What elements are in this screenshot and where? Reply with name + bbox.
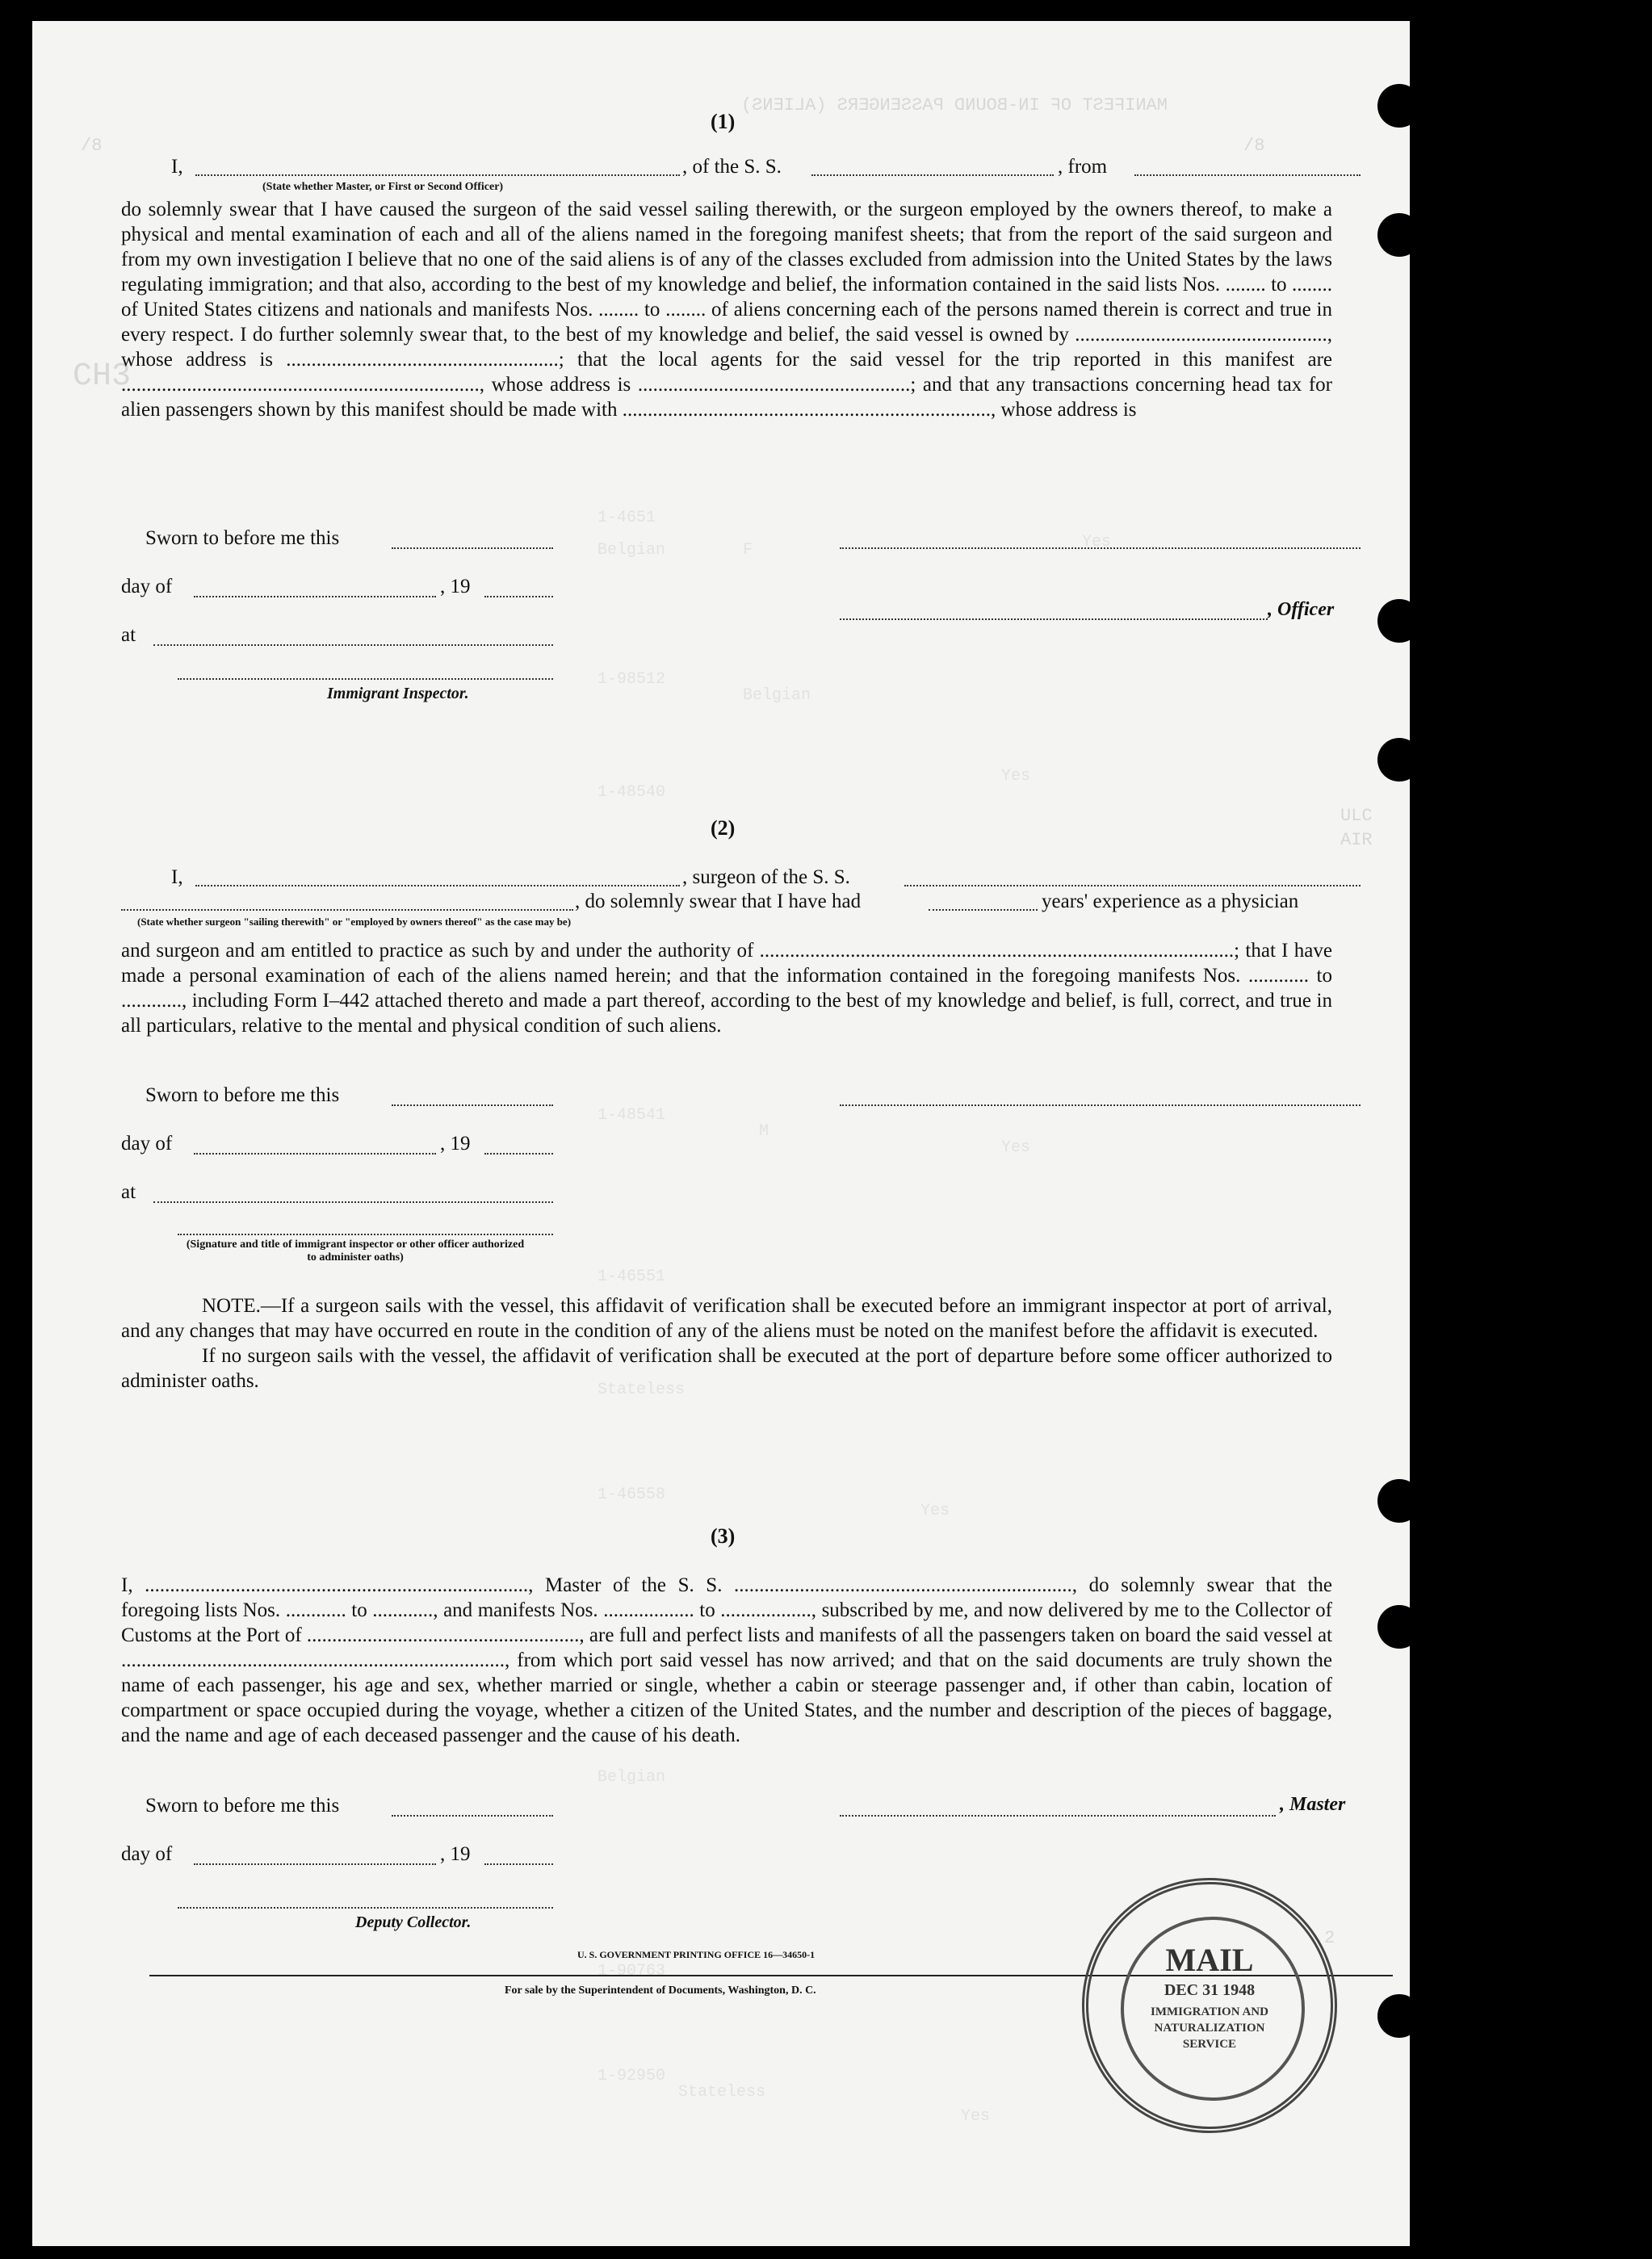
- svg-text:Belgian: Belgian: [597, 1768, 666, 1787]
- s3-collector-label: Deputy Collector.: [355, 1913, 472, 1931]
- s2-year-label: , 19: [440, 1133, 471, 1155]
- binder-hole: [1411, 1962, 1455, 2005]
- s3-year-blank: [484, 1863, 553, 1865]
- stamp-line-2: NATURALIZATION: [1154, 2022, 1265, 2035]
- s2-line1-i: I,: [171, 866, 183, 888]
- s1-year-label: , 19: [440, 576, 471, 597]
- s2-name-blank: [195, 885, 680, 886]
- svg-text:1-4651: 1-4651: [597, 509, 656, 527]
- s2-status-blank: [121, 909, 573, 911]
- s2-at-blank: [153, 1201, 553, 1203]
- binder-hole: [1411, 247, 1455, 291]
- binder-hole: [1377, 213, 1421, 257]
- s2-year-blank: [484, 1153, 553, 1155]
- s2-paragraph-text: and surgeon and am entitled to practice as such by and under the authority of ..............................................................................................; that I have made a personal examination of each of the aliens named herein; and that the information contained in the foregoing manifests Nos. ............ to ............, including Form I–442 attached thereto and made a part thereof, according to the best of my knowledge and belief, is full, correct, and true in all particulars, relative to the mental and physical condition of such aliens.: [121, 940, 1332, 1037]
- section-2-heading: (2): [711, 816, 736, 840]
- binder-hole: [1377, 738, 1421, 782]
- note-no-surgeon: If no surgeon sails with the vessel, the affidavit of verification shall be executed at the port of departure before some officer authorized to administer oaths.: [121, 1345, 1332, 1392]
- svg-text:CH3: CH3: [73, 358, 132, 395]
- s1-year-blank: [484, 596, 553, 597]
- s3-master-sig-blank: [840, 1815, 1276, 1817]
- binder-hole: [1377, 1479, 1421, 1523]
- s1-inspector-label: Immigrant Inspector.: [327, 685, 469, 702]
- s1-from-blank: [1134, 174, 1361, 176]
- s1-officer-label: , Officer: [1268, 599, 1335, 620]
- s2-day-blank: [194, 1153, 436, 1155]
- svg-text:Yes: Yes: [1082, 533, 1112, 551]
- s2-sig-blank: [840, 1104, 1361, 1106]
- s3-master-label: , Master: [1280, 1794, 1346, 1815]
- svg-text:Belgian: Belgian: [597, 541, 666, 560]
- s1-day-label: day of: [121, 576, 173, 597]
- s1-title-blank: [195, 174, 680, 176]
- s1-officer-sig-blank: [840, 618, 1268, 620]
- s2-years-blank: [929, 909, 1038, 911]
- s1-sworn-label: Sworn to before me this: [145, 527, 340, 549]
- for-sale-line: For sale by the Superintendent of Documents, Washington, D. C.: [505, 1984, 816, 1997]
- stamp-line-3: SERVICE: [1182, 2038, 1237, 2051]
- s3-sworn-blank: [392, 1815, 553, 1817]
- svg-text:2: 2: [1324, 1928, 1335, 1948]
- note-surgeon-sails: NOTE.—If a surgeon sails with the vessel, this affidavit of verification shall be executed before an immigrant inspector at port of arrival, and any changes that may have occurred en route in the condition of any of the aliens must be noted on the manifest before the affidavit is executed.: [121, 1295, 1332, 1342]
- s2-line1-surgeon: , surgeon of the S. S.: [682, 866, 850, 888]
- s1-officer-sig-blank-1: [840, 547, 1361, 549]
- svg-text:Yes: Yes: [961, 2107, 991, 2126]
- binder-hole: [1377, 1994, 1421, 2038]
- svg-text:Belgian: Belgian: [743, 686, 811, 705]
- svg-text:M: M: [759, 1122, 769, 1141]
- s3-day-blank: [194, 1863, 436, 1865]
- s2-line2-years: years' experience as a physician: [1042, 891, 1299, 912]
- svg-text:/8: /8: [1243, 136, 1265, 156]
- svg-text:Stateless: Stateless: [597, 1381, 686, 1399]
- s2-day-label: day of: [121, 1133, 173, 1155]
- s1-title-note: (State whether Master, or First or Second Officer): [262, 181, 504, 193]
- stamp-line-1: IMMIGRATION AND: [1151, 2005, 1268, 2018]
- svg-text:1-46558: 1-46558: [597, 1486, 666, 1504]
- s3-sworn-label: Sworn to before me this: [145, 1795, 340, 1817]
- svg-text:/8: /8: [81, 136, 103, 156]
- svg-text:Yes: Yes: [920, 1502, 950, 1520]
- s2-vessel-blank: [904, 885, 1361, 886]
- manifest-sheet: [32, 21, 1410, 2246]
- s2-sworn-blank: [392, 1104, 553, 1106]
- binder-hole: [1377, 84, 1421, 128]
- svg-text:Stateless: Stateless: [678, 2083, 766, 2102]
- s2-paragraph: [121, 938, 1332, 1038]
- s2-sworn-label: Sworn to before me this: [145, 1084, 340, 1106]
- s1-inspector-sig-blank: [178, 678, 553, 680]
- mail-received-stamp: [1082, 1878, 1337, 2133]
- svg-text:Yes: Yes: [1001, 767, 1031, 786]
- s1-paragraph: [121, 197, 1332, 422]
- printer-imprint: U. S. GOVERNMENT PRINTING OFFICE 16—34650-1: [577, 1949, 816, 1960]
- s1-sworn-blank: [392, 547, 553, 549]
- svg-text:1-92950: 1-92950: [597, 2067, 666, 2085]
- s3-paragraph: [121, 1573, 1332, 1748]
- binder-hole: [1377, 1605, 1421, 1649]
- s3-paragraph-text: I, ............................................................................, Master of the S. S. ..................................................................., do solemnly swear that the foregoing lists Nos. ............ to ............, and manifests Nos. .................. to .................., subscribed by me, and now delivered by me to the Collector of Customs at the Port of ......................................................, are full and perfect lists and manifests of all the passengers taken on board the said vessel at ............................................................................, from which port said vessel has now arrived; and that on the said documents are truly shown the name of each passenger, his age and sex, whether married or single, whether a cabin or steerage passenger and, if other than cabin, location of compartment or space occupied during the voyage, whether a citizen of the United States, and the number and description of the pieces of baggage, and the name and age of each deceased passenger and the cause of his death.: [121, 1574, 1332, 1746]
- s3-day-label: day of: [121, 1843, 173, 1865]
- section-1-heading: (1): [711, 110, 736, 133]
- svg-text:1-48541: 1-48541: [597, 1106, 666, 1125]
- s1-paragraph-text: do solemnly swear that I have caused the surgeon of the said vessel sailing therewith, or the surgeon employed by the owners thereof, to make a physical and mental examination of each and all of the aliens named in the foregoing manifest sheets; that from the report of the said surgeon and from my own investigation I believe that no one of the said aliens is of any of the classes excluded from admission into the United States by the laws regulating immigration; and that also, according to the best of my knowledge and belief, the information contained in the said lists Nos. ........ to ........ of United States citizens and nationals and manifests Nos. ........ to ........ of aliens concerning each of the persons named therein is correct and true in every respect. I do further solemnly swear that, to the best of my knowledge and belief, the said vessel is owned by .................................................., whose address is ......................................................; that the local agents for the said vessel for the trip reported in this manifest are ......................................................................., whose address is ......................................................; and that any transactions concerning head tax for alien passengers shown by this manifest should be made with ........................................................................., whose address is: [121, 199, 1332, 421]
- stamp-mail: MAIL: [1165, 1942, 1254, 1978]
- svg-text:1-90763: 1-90763: [597, 1962, 666, 1980]
- s2-at-label: at: [121, 1181, 136, 1203]
- s3-year-label: , 19: [440, 1843, 471, 1865]
- s2-status-note: (State whether surgeon "sailing therewith" or "employed by owners thereof" as the case may be): [137, 916, 572, 928]
- s1-day-blank: [194, 596, 436, 597]
- svg-text:1-46551: 1-46551: [597, 1268, 666, 1286]
- svg-text:Yes: Yes: [1001, 1138, 1031, 1157]
- notes-block: [121, 1293, 1332, 1394]
- svg-text:1-98512: 1-98512: [597, 670, 666, 689]
- binder-hole: [1377, 599, 1421, 643]
- s2-official-sig-blank: [178, 1234, 553, 1235]
- stamp-date: DEC 31 1948: [1164, 1981, 1256, 1999]
- s2-line2-swear: , do solemnly swear that I have had: [575, 891, 862, 912]
- svg-text:MANIFEST OF IN-BOUND PASSENGER: MANIFEST OF IN-BOUND PASSENGERS (ALIENS): [740, 95, 1168, 115]
- svg-text:1-48540: 1-48540: [597, 783, 666, 802]
- s1-line1-from: , from: [1058, 156, 1108, 178]
- svg-text:AIR: AIR: [1340, 830, 1373, 850]
- s1-at-blank: [153, 644, 553, 646]
- s3-collector-sig-blank: [178, 1907, 553, 1909]
- s1-line1-i: I,: [171, 156, 183, 178]
- svg-text:ULC: ULC: [1340, 806, 1373, 826]
- section-3-heading: (3): [711, 1524, 736, 1548]
- binder-hole: [1411, 1106, 1455, 1150]
- svg-text:F: F: [743, 541, 753, 560]
- s1-vessel-blank: [811, 174, 1054, 176]
- s1-at-label: at: [121, 624, 136, 646]
- s2-sig-note: (Signature and title of immigrant inspector or other officer authorized to administer oaths): [186, 1238, 525, 1264]
- s1-line1-of-ss: , of the S. S.: [682, 156, 782, 178]
